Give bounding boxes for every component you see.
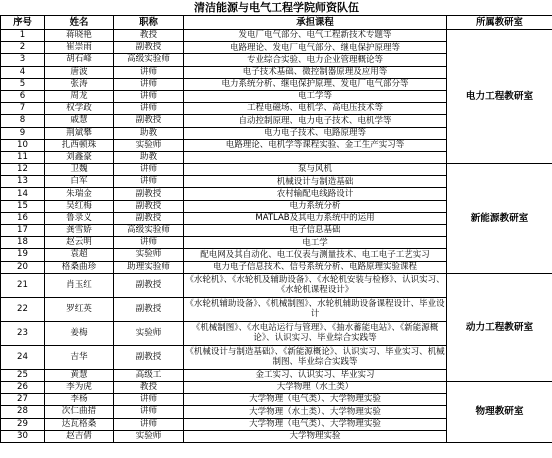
- course-cell[interactable]: 电路理论、电机学等课程实验、金工生产实习等: [184, 139, 447, 151]
- name-cell[interactable]: 白军: [45, 176, 114, 188]
- rank-cell[interactable]: 讲师: [114, 78, 184, 90]
- course-cell[interactable]: 自动控制原理、电力电子技术、电机学等: [184, 115, 447, 127]
- rank-cell[interactable]: 讲师: [114, 103, 184, 115]
- row-number-cell[interactable]: 18: [1, 237, 45, 249]
- row-number-cell[interactable]: 30: [1, 430, 45, 442]
- course-cell[interactable]: 大学物理（电气类）、大学物理实验: [184, 418, 447, 430]
- row-number-cell[interactable]: 16: [1, 212, 45, 224]
- rank-cell[interactable]: 实验师: [114, 139, 184, 151]
- rank-cell[interactable]: 副教授: [114, 115, 184, 127]
- name-cell[interactable]: 肖玉红: [45, 273, 114, 297]
- row-number-cell[interactable]: 10: [1, 139, 45, 151]
- name-cell[interactable]: 姜梅: [45, 321, 114, 345]
- course-cell[interactable]: 电工学等: [184, 90, 447, 102]
- name-cell[interactable]: 吴红梅: [45, 200, 114, 212]
- name-cell[interactable]: 刘鑫豪: [45, 151, 114, 163]
- course-cell[interactable]: 金工实习、认识实习、毕业实习: [184, 369, 447, 381]
- name-cell[interactable]: 罗红英: [45, 297, 114, 321]
- course-cell[interactable]: 大学物理（水土类）: [184, 381, 447, 393]
- course-cell[interactable]: MATLAB及其电力系统中的运用: [184, 212, 447, 224]
- row-number-cell[interactable]: 28: [1, 406, 45, 418]
- course-cell[interactable]: 《水轮机辅助设备》、《机械制图》、水轮机辅助设备课程设计、毕业设计: [185, 298, 445, 320]
- row-number-cell[interactable]: 3: [1, 54, 45, 66]
- rank-cell[interactable]: 实验师: [114, 430, 184, 442]
- rank-cell[interactable]: 高级实验师: [114, 225, 184, 237]
- row-number-cell[interactable]: 5: [1, 78, 45, 90]
- rank-cell[interactable]: 副教授: [114, 42, 184, 54]
- name-cell[interactable]: 李杨: [45, 394, 114, 406]
- name-cell[interactable]: 胡石峰: [45, 54, 114, 66]
- row-number-cell[interactable]: 20: [1, 261, 45, 273]
- course-cell[interactable]: 大学物理实验: [184, 430, 447, 442]
- header-name[interactable]: 姓名: [45, 16, 114, 30]
- table-title: 清洁能源与电气工程学院师资队伍: [194, 1, 359, 14]
- course-cell[interactable]: 电子技术基础、微控制器原理及应用等: [184, 66, 447, 78]
- rank-cell[interactable]: 副教授: [114, 200, 184, 212]
- rank-cell[interactable]: 教授: [114, 30, 184, 42]
- course-cell[interactable]: 发电厂电气部分、电气工程新技术专题等: [184, 30, 447, 42]
- name-cell[interactable]: 唐波: [45, 66, 114, 78]
- course-cell[interactable]: 电力电子信息技术、信号系统分析、电路原理实验课程: [184, 261, 447, 273]
- department-cell[interactable]: 电力工程教研室: [447, 30, 552, 164]
- table-row: [1, 273, 552, 297]
- row-number-cell[interactable]: 29: [1, 418, 45, 430]
- name-cell[interactable]: 崔崇雨: [45, 42, 114, 54]
- row-number-cell[interactable]: 14: [1, 188, 45, 200]
- name-cell[interactable]: 赵吉倩: [45, 430, 114, 442]
- name-cell[interactable]: 次仁曲措: [45, 406, 114, 418]
- course-cell[interactable]: 大学物理（电气类）、大学物理实验: [184, 394, 447, 406]
- name-cell[interactable]: 龚雪娇: [45, 225, 114, 237]
- course-cell[interactable]: 《机械制图》、《水电站运行与管理》、《抽水蓄能电站》、《新能源概论》、认识实习、毕业综合实践等: [184, 321, 447, 345]
- row-number-cell[interactable]: 11: [1, 151, 45, 163]
- row-number-cell[interactable]: 22: [1, 297, 45, 321]
- rank-cell[interactable]: 讲师: [114, 406, 184, 418]
- name-cell[interactable]: 鲁录义: [45, 212, 114, 224]
- row-number-cell[interactable]: 13: [1, 176, 45, 188]
- name-cell[interactable]: 李为虎: [45, 381, 114, 393]
- row-number-cell[interactable]: 19: [1, 249, 45, 261]
- row-number-cell[interactable]: 17: [1, 225, 45, 237]
- row-number-cell[interactable]: 21: [1, 273, 45, 297]
- rank-cell[interactable]: 讲师: [114, 176, 184, 188]
- row-number-cell[interactable]: 9: [1, 127, 45, 139]
- course-cell[interactable]: 《水轮机》、《水轮机及辅助设备》、《水轮机安装与检修》、认识实习、《水轮机课程设计》: [185, 274, 445, 296]
- rank-cell[interactable]: 讲师: [114, 66, 184, 78]
- name-cell[interactable]: 袁超: [45, 249, 114, 261]
- table-row: [1, 30, 552, 42]
- course-cell[interactable]: [184, 151, 447, 163]
- name-cell[interactable]: 朱瑞金: [45, 188, 114, 200]
- course-cell[interactable]: 电路理论、发电厂电气部分、继电保护原理等: [184, 42, 447, 54]
- name-cell[interactable]: 卫魏: [45, 164, 114, 176]
- department-cell[interactable]: 新能源教研室: [447, 164, 552, 274]
- name-cell[interactable]: 张涛: [45, 78, 114, 90]
- course-cell[interactable]: 电力电子技术、电路原理等: [184, 127, 447, 139]
- name-cell[interactable]: 权学政: [45, 103, 114, 115]
- rank-cell[interactable]: 实验师: [114, 249, 184, 261]
- course-cell[interactable]: 电子信息基础: [184, 225, 447, 237]
- rank-cell[interactable]: 教授: [114, 381, 184, 393]
- course-cell[interactable]: 电工学: [184, 237, 447, 249]
- rank-cell[interactable]: 实验师: [114, 321, 184, 345]
- name-cell[interactable]: 荆斌攀: [45, 127, 114, 139]
- row-number-cell[interactable]: 15: [1, 200, 45, 212]
- rank-cell[interactable]: 助教: [114, 127, 184, 139]
- course-cell[interactable]: 大学物理（水土类）、大学物理实验: [184, 406, 447, 418]
- row-number-cell[interactable]: 6: [1, 90, 45, 102]
- course-cell[interactable]: 《机械设计与制造基础》、《新能源概论》、认识实习、毕业实习、机械制图、毕业综合实践等: [185, 346, 445, 368]
- row-number-cell[interactable]: 27: [1, 394, 45, 406]
- rank-cell[interactable]: 助理实验师: [114, 261, 184, 273]
- header-no[interactable]: 序号: [1, 16, 45, 30]
- row-number-cell[interactable]: 24: [1, 345, 45, 369]
- rank-cell[interactable]: 副教授: [114, 345, 184, 369]
- rank-cell[interactable]: 讲师: [114, 90, 184, 102]
- header-rank[interactable]: 职称: [114, 16, 184, 30]
- department-cell[interactable]: 动力工程教研室: [447, 273, 552, 381]
- rank-cell[interactable]: 讲师: [114, 164, 184, 176]
- row-number-cell[interactable]: 2: [1, 42, 45, 54]
- row-number-cell[interactable]: 1: [1, 30, 45, 42]
- table-row: [1, 381, 552, 393]
- row-number-cell[interactable]: 7: [1, 103, 45, 115]
- course-cell[interactable]: 配电网及其自动化、电工仪表与测量技术、电工电子工艺实习: [184, 249, 447, 261]
- rank-cell[interactable]: 讲师: [114, 394, 184, 406]
- row-number-cell[interactable]: 4: [1, 66, 45, 78]
- name-cell[interactable]: 吉华: [45, 345, 114, 369]
- name-cell[interactable]: 黄慧: [45, 369, 114, 381]
- row-number-cell[interactable]: 25: [1, 369, 45, 381]
- course-cell[interactable]: 工程电磁场、电机学、高电压技术等: [184, 103, 447, 115]
- rank-cell[interactable]: 副教授: [114, 212, 184, 224]
- rank-cell[interactable]: 副教授: [114, 273, 184, 297]
- name-cell[interactable]: 赵云明: [45, 237, 114, 249]
- rank-cell[interactable]: 高级工: [114, 369, 184, 381]
- course-cell[interactable]: 电力系统分析: [184, 200, 447, 212]
- name-cell[interactable]: 蒋晓艳: [45, 30, 114, 42]
- header-department[interactable]: 所属教研室: [447, 16, 552, 30]
- rank-cell[interactable]: 讲师: [114, 237, 184, 249]
- header-course[interactable]: 承担课程: [184, 16, 447, 30]
- row-number-cell[interactable]: 8: [1, 115, 45, 127]
- course-cell[interactable]: 泵与风机: [184, 164, 447, 176]
- table-row: [1, 164, 552, 176]
- rank-cell[interactable]: 讲师: [114, 418, 184, 430]
- name-cell[interactable]: 周龙: [45, 90, 114, 102]
- row-number-cell[interactable]: 26: [1, 381, 45, 393]
- course-cell[interactable]: 农村输配电线路设计: [184, 188, 447, 200]
- department-cell[interactable]: 物理教研室: [447, 381, 552, 442]
- row-number-cell[interactable]: 23: [1, 321, 45, 345]
- name-cell[interactable]: 达瓦格桑: [45, 418, 114, 430]
- name-cell[interactable]: 戚慧: [45, 115, 114, 127]
- row-number-cell[interactable]: 12: [1, 164, 45, 176]
- course-cell[interactable]: 电力系统分析、继电保护原理、发电厂电气部分等: [184, 78, 447, 90]
- rank-cell[interactable]: 副教授: [114, 188, 184, 200]
- rank-cell[interactable]: 助教: [114, 151, 184, 163]
- rank-cell[interactable]: 副教授: [114, 297, 184, 321]
- course-cell[interactable]: 机械设计与制造基础: [184, 176, 447, 188]
- name-cell[interactable]: 扎西顿珠: [45, 139, 114, 151]
- rank-cell[interactable]: 高级实验师: [114, 54, 184, 66]
- name-cell[interactable]: 格桑曲珍: [45, 261, 114, 273]
- course-cell[interactable]: 专业综合实验、电力企业管理概论等: [184, 54, 447, 66]
